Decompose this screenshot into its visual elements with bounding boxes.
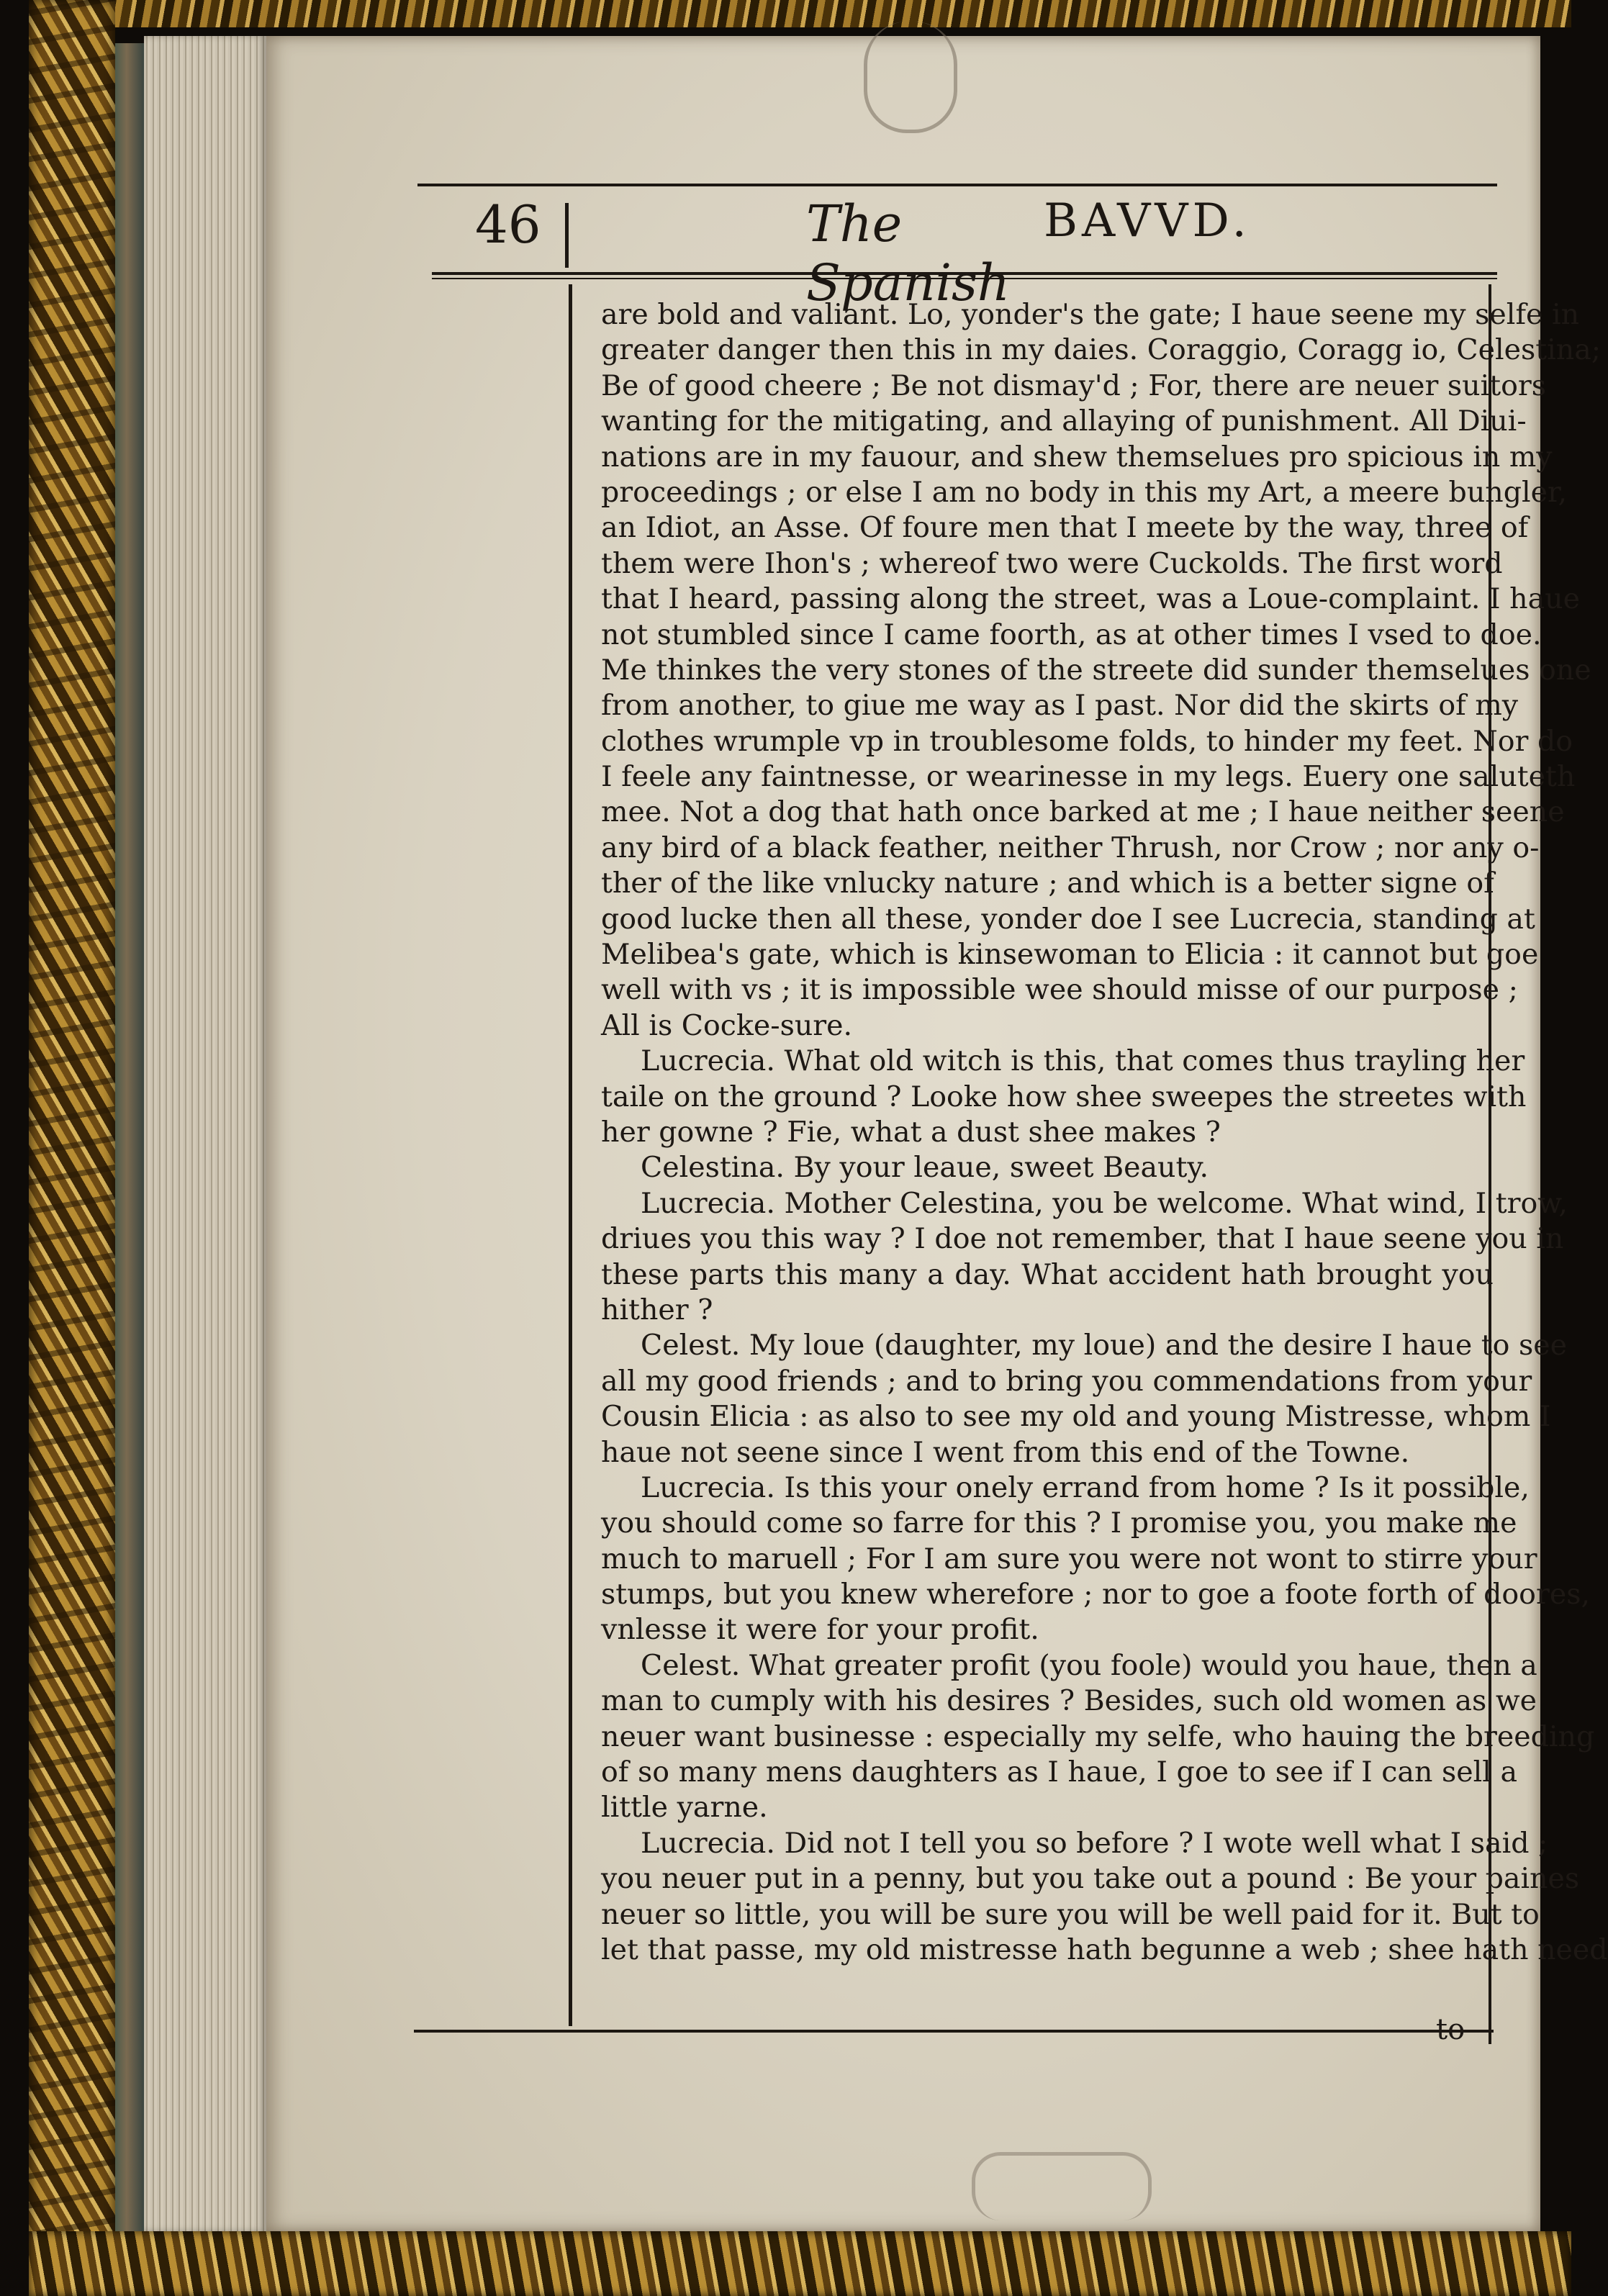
text-line: stumps, but you knew wherefore ; nor to goe a foote forth of doores, — [601, 1578, 1591, 1612]
text-line: you should come so farre for this ? I promise you, you make me — [601, 1506, 1517, 1540]
left-margin-rule — [569, 284, 572, 2026]
text-line: Celestina. By your leaue, sweet Beauty. — [641, 1151, 1209, 1185]
binding-bottom-border — [29, 2231, 1571, 2296]
text-line: not stumbled since I came foorth, as at other times I vsed to doe. — [601, 618, 1542, 651]
text-line: Be of good cheere ; Be not dismay'd ; For, there are neuer suitors — [601, 369, 1547, 402]
text-line: any bird of a black feather, neither Thrush, nor Crow ; nor any o- — [601, 831, 1540, 864]
text-line: greater danger then this in my daies. Coraggio, Coragg io, Celestina; — [601, 333, 1602, 367]
text-line: little yarne. — [601, 1791, 768, 1825]
text-line: you neuer put in a penny, but you take out a pound : Be your paines — [601, 1862, 1580, 1896]
top-rule — [417, 184, 1497, 186]
text-line: good lucke then all these, yonder doe I see Lucrecia, standing at — [601, 902, 1535, 936]
text-line: vnlesse it were for your profit. — [601, 1613, 1039, 1647]
page-number: 46 — [475, 194, 541, 255]
binding-top-border — [29, 0, 1571, 27]
text-line: clothes wrumple vp in troublesome folds, to hinder my feet. Nor do — [601, 724, 1573, 758]
text-line: wanting for the mitigating, and allaying of punishment. All Diui- — [601, 404, 1527, 438]
text-line: her gowne ? Fie, what a dust shee makes ? — [601, 1115, 1221, 1149]
text-line: ther of the like vnlucky nature ; and which is a better signe of — [601, 867, 1494, 900]
text-line: Cousin Elicia : as also to see my old and young Mistresse, whom I — [601, 1400, 1551, 1434]
page-clip-bottom — [972, 2152, 1152, 2220]
text-line: taile on the ground ? Looke how shee sweepes the streetes with — [601, 1080, 1527, 1113]
text-line: Lucrecia. Mother Celestina, you be welcome. What wind, I trow, — [641, 1186, 1568, 1220]
text-line: Melibea's gate, which is kinsewoman to Elicia : it cannot but goe — [601, 938, 1539, 972]
text-line: Lucrecia. Is this your onely errand from home ? Is it possible, — [641, 1470, 1530, 1504]
text-line: of so many mens daughters as I haue, I goe to see if I can sell a — [601, 1755, 1517, 1789]
text-line: all my good friends ; and to bring you commendations from your — [601, 1364, 1532, 1398]
text-line: proceedings ; or else I am no body in this my Art, a meere bungler, — [601, 475, 1568, 509]
running-title-italic: The Spanish — [806, 194, 1010, 312]
running-title-caps: BAVVD. — [1044, 194, 1251, 248]
bottom-rule — [414, 2030, 1494, 2033]
text-line: let that passe, my old mistresse hath begunne a web ; shee hath need — [601, 1933, 1608, 1966]
text-line: Celest. What greater profit (you foole) would you haue, then a — [641, 1648, 1537, 1682]
text-line: neuer want businesse : especially my selfe, who hauing the breeding — [601, 1719, 1595, 1753]
text-line: Celest. My loue (daughter, my loue) and the desire I haue to see — [641, 1329, 1568, 1362]
catchword: to — [1436, 2013, 1465, 2046]
text-line: from another, to giue me way as I past. Nor did the skirts of my — [601, 689, 1519, 723]
text-line: I feele any faintnesse, or wearinesse in my legs. Euery one saluteth — [601, 760, 1576, 794]
binding-left-border — [29, 0, 115, 2296]
text-line: them were Ihon's ; whereof two were Cuckolds. The first word — [601, 546, 1503, 580]
text-line: Me thinkes the very stones of the streete did sunder themselues one — [601, 653, 1591, 687]
page-edges — [144, 36, 266, 2231]
text-line: man to cumply with his desires ? Besides, such old women as we — [601, 1684, 1537, 1718]
body-text — [601, 297, 1608, 1968]
marbled-endpaper — [115, 43, 144, 2231]
text-line: are bold and valiant. Lo, yonder's the gate; I haue seene my selfe in — [601, 298, 1580, 331]
text-line: Lucrecia. What old witch is this, that comes thus trayling her — [641, 1044, 1525, 1078]
text-line: neuer so little, you will be sure you will be well paid for it. But to — [601, 1897, 1540, 1931]
text-line: nations are in my fauour, and shew themselues pro spicious in my — [601, 440, 1553, 474]
page-clip-top — [864, 22, 957, 133]
text-line: mee. Not a dog that hath once barked at me ; I haue neither seene — [601, 795, 1565, 829]
text-line: much to maruell ; For I am sure you were not wont to stirre your — [601, 1542, 1537, 1576]
text-line: an Idiot, an Asse. Of foure men that I meete by the way, three of — [601, 511, 1529, 545]
text-line: that I heard, passing along the street, was a Loue-complaint. I haue — [601, 582, 1580, 616]
text-line: these parts this many a day. What accident hath brought you — [601, 1257, 1494, 1291]
text-line: haue not seene since I went from this end of the Towne. — [601, 1435, 1410, 1469]
header-divider — [565, 203, 569, 268]
text-line: hither ? — [601, 1293, 713, 1326]
text-line: well with vs ; it is impossible wee should misse of our purpose ; — [601, 973, 1518, 1007]
text-line: driues you this way ? I doe not remember, that I haue seene you in — [601, 1222, 1564, 1256]
text-line: Lucrecia. Did not I tell you so before ? I wote well what I said ; — [641, 1826, 1548, 1860]
text-line: All is Cocke-sure. — [601, 1008, 853, 1042]
